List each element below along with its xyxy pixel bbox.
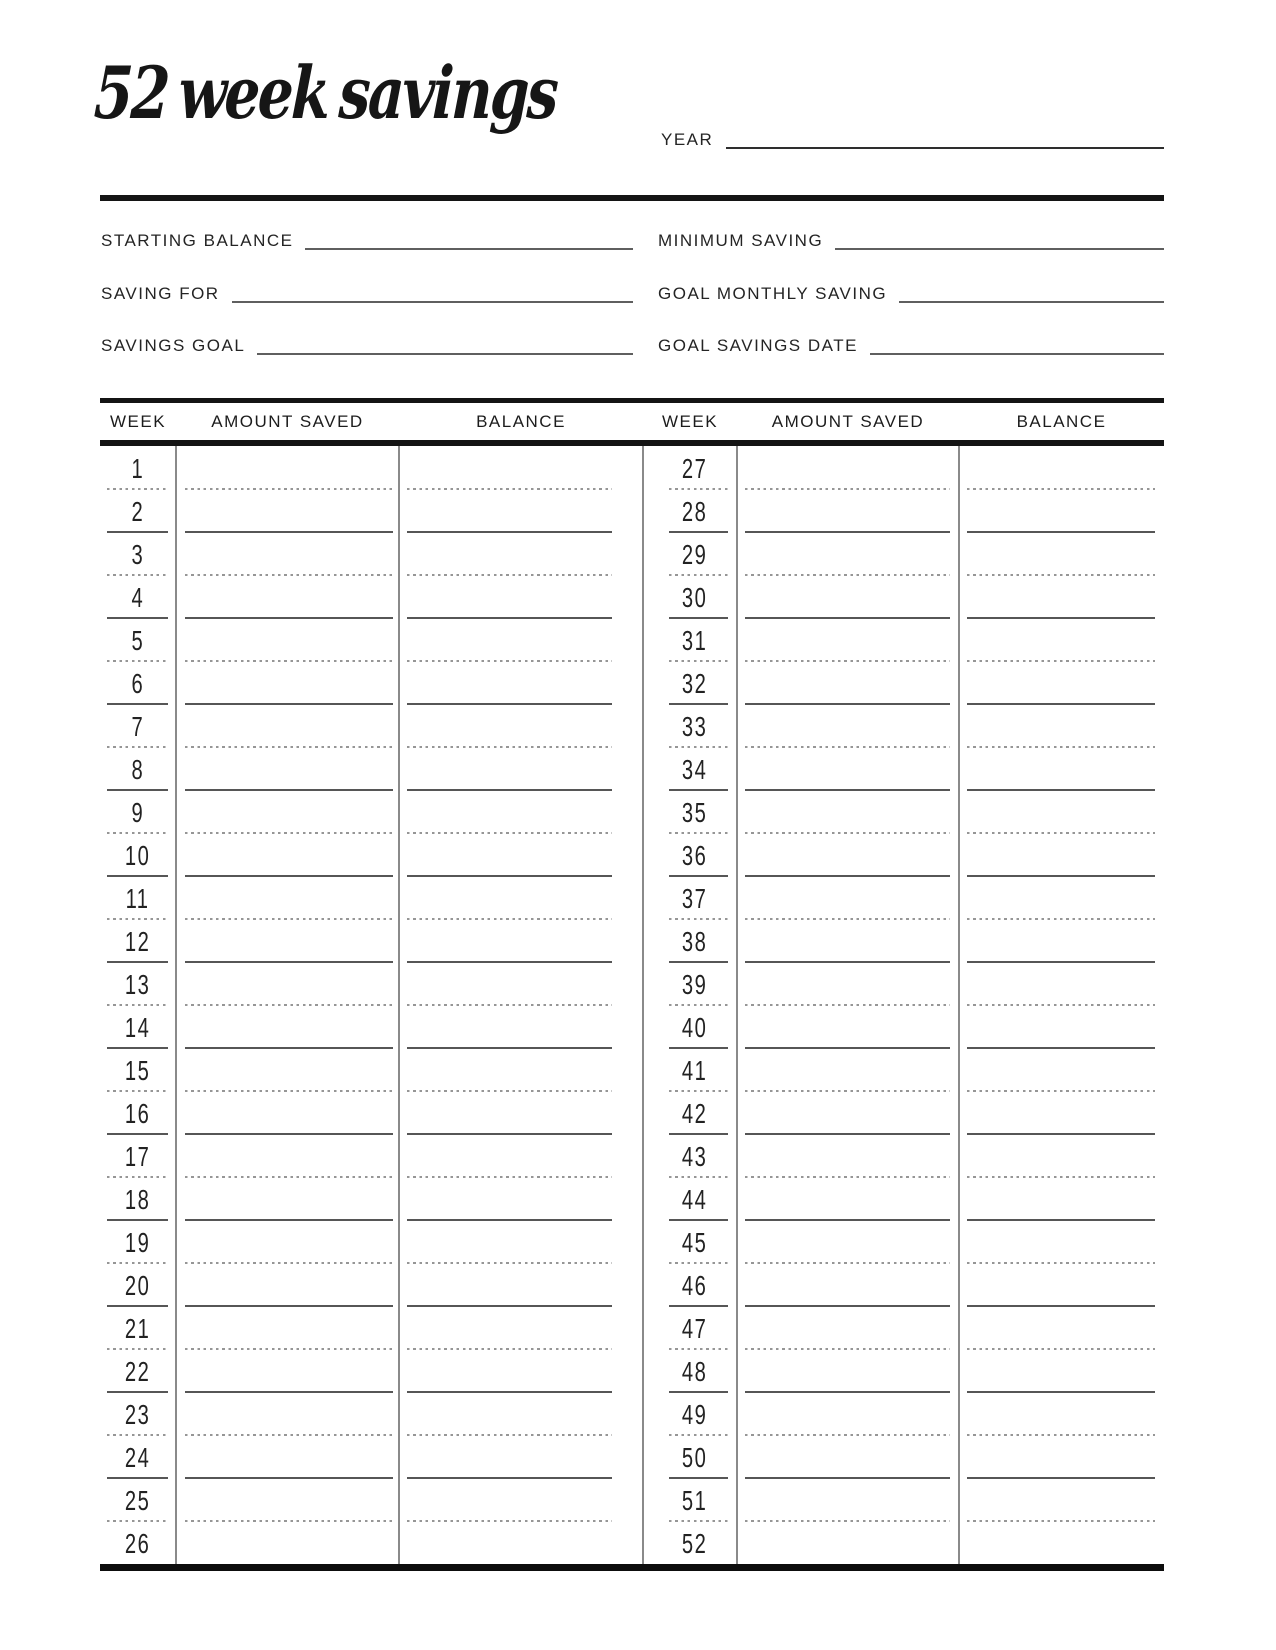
balance-cell — [959, 489, 1164, 532]
field-write-line — [232, 301, 633, 303]
balance-cell — [959, 1177, 1164, 1220]
amount-saved-cell — [176, 489, 399, 532]
amount-saved-cell — [176, 532, 399, 575]
table-row — [100, 1435, 1164, 1478]
week-number: 46 — [682, 1270, 708, 1301]
amount-saved-cell — [176, 1392, 399, 1435]
week-number-cell — [100, 1521, 176, 1564]
week-number: 4 — [131, 582, 145, 613]
table-row — [100, 919, 1164, 962]
week-number-cell — [643, 1091, 737, 1134]
week-number-cell — [643, 1005, 737, 1048]
week-number: 42 — [682, 1098, 708, 1129]
balance-cell — [399, 1220, 643, 1263]
week-number: 43 — [682, 1141, 708, 1172]
week-number-cell — [643, 1478, 737, 1521]
week-number: 30 — [682, 582, 708, 613]
amount-saved-cell — [737, 1263, 959, 1306]
amount-saved-cell — [737, 833, 959, 876]
table-row — [100, 833, 1164, 876]
week-number-cell — [100, 575, 176, 618]
week-number: 26 — [125, 1528, 151, 1559]
amount-saved-cell — [737, 1005, 959, 1048]
amount-saved-cell — [737, 1306, 959, 1349]
balance-cell — [959, 618, 1164, 661]
week-number-cell — [100, 1478, 176, 1521]
balance-cell — [399, 1048, 643, 1091]
week-number: 16 — [125, 1098, 151, 1129]
amount-saved-cell — [737, 1478, 959, 1521]
week-number-cell — [100, 1392, 176, 1435]
balance-cell — [399, 1091, 643, 1134]
table-row — [100, 575, 1164, 618]
week-number-cell — [643, 575, 737, 618]
year-field — [661, 128, 1164, 150]
balance-cell — [959, 704, 1164, 747]
amount-saved-cell — [737, 790, 959, 833]
week-number-cell — [100, 1220, 176, 1263]
balance-cell — [399, 704, 643, 747]
vertical-divider — [736, 446, 738, 1564]
field-label: GOAL SAVINGS DATE — [658, 336, 858, 355]
balance-cell — [399, 833, 643, 876]
week-number-cell — [100, 618, 176, 661]
field-label: GOAL MONTHLY SAVING — [658, 284, 888, 303]
amount-saved-cell — [737, 1220, 959, 1263]
amount-saved-cell — [737, 446, 959, 489]
week-number-cell — [100, 747, 176, 790]
amount-saved-cell — [176, 1091, 399, 1134]
week-number-cell — [100, 919, 176, 962]
week-number-cell — [643, 747, 737, 790]
week-number-cell — [643, 1263, 737, 1306]
balance-cell — [399, 575, 643, 618]
table-row — [100, 1521, 1164, 1564]
field-write-line — [257, 353, 633, 355]
amount-saved-cell — [176, 1521, 399, 1564]
week-number: 21 — [125, 1313, 151, 1344]
column-header-week: WEEK — [661, 411, 719, 431]
week-number: 13 — [125, 969, 151, 1000]
balance-cell — [399, 1263, 643, 1306]
table-row — [100, 1220, 1164, 1263]
amount-saved-cell — [176, 1435, 399, 1478]
amount-saved-cell — [176, 1478, 399, 1521]
balance-cell — [959, 919, 1164, 962]
week-number: 11 — [126, 883, 150, 914]
field-saving-for — [101, 280, 633, 304]
week-number-cell — [643, 532, 737, 575]
balance-cell — [959, 962, 1164, 1005]
amount-saved-cell — [737, 661, 959, 704]
field-label: SAVINGS GOAL — [101, 336, 246, 355]
week-number-cell — [100, 876, 176, 919]
amount-saved-cell — [737, 532, 959, 575]
amount-saved-cell — [737, 1435, 959, 1478]
week-number: 41 — [682, 1055, 708, 1086]
table-row — [100, 532, 1164, 575]
vertical-divider — [642, 446, 644, 1564]
amount-saved-cell — [737, 1392, 959, 1435]
week-number-cell — [100, 532, 176, 575]
table-bottom-border — [100, 1564, 1164, 1571]
week-number: 12 — [125, 926, 151, 957]
week-number: 6 — [131, 668, 145, 699]
amount-saved-cell — [176, 962, 399, 1005]
week-number: 35 — [682, 797, 708, 828]
balance-cell — [399, 919, 643, 962]
balance-cell — [959, 747, 1164, 790]
table-header-row — [100, 403, 1164, 440]
table-row — [100, 446, 1164, 489]
table-row — [100, 1048, 1164, 1091]
amount-saved-cell — [176, 747, 399, 790]
week-number: 8 — [131, 754, 145, 785]
week-number-cell — [643, 661, 737, 704]
balance-cell — [959, 575, 1164, 618]
amount-saved-cell — [176, 446, 399, 489]
table-row — [100, 747, 1164, 790]
week-number-cell — [100, 446, 176, 489]
week-number-cell — [100, 962, 176, 1005]
table-row — [100, 1478, 1164, 1521]
amount-saved-cell — [737, 1134, 959, 1177]
balance-cell — [959, 790, 1164, 833]
week-number: 17 — [125, 1141, 151, 1172]
amount-saved-cell — [737, 1091, 959, 1134]
amount-saved-cell — [737, 489, 959, 532]
week-number: 50 — [682, 1442, 708, 1473]
balance-cell — [959, 876, 1164, 919]
week-number: 28 — [682, 496, 708, 527]
week-number: 44 — [682, 1184, 708, 1215]
balance-cell — [959, 532, 1164, 575]
balance-cell — [959, 446, 1164, 489]
field-goal-monthly-saving — [658, 280, 1164, 304]
field-label: MINIMUM SAVING — [658, 231, 824, 250]
week-number-cell — [100, 1306, 176, 1349]
balance-cell — [959, 1435, 1164, 1478]
week-number-cell — [643, 446, 737, 489]
week-number-cell — [100, 1349, 176, 1392]
balance-cell — [959, 1091, 1164, 1134]
field-write-line — [835, 248, 1164, 250]
column-header-balance: BALANCE — [1016, 411, 1107, 431]
balance-cell — [959, 1263, 1164, 1306]
week-number-cell — [643, 1177, 737, 1220]
week-number-cell — [100, 704, 176, 747]
week-number: 47 — [682, 1313, 708, 1344]
balance-cell — [959, 1392, 1164, 1435]
amount-saved-cell — [176, 1134, 399, 1177]
week-number: 48 — [682, 1356, 708, 1387]
amount-saved-cell — [176, 1220, 399, 1263]
balance-cell — [399, 1134, 643, 1177]
table-row — [100, 790, 1164, 833]
week-number-cell — [100, 489, 176, 532]
field-label: SAVING FOR — [101, 284, 220, 303]
week-number: 1 — [131, 453, 145, 484]
field-minimum-saving — [658, 227, 1164, 251]
balance-cell — [399, 1521, 643, 1564]
amount-saved-cell — [176, 876, 399, 919]
amount-saved-cell — [176, 661, 399, 704]
week-number-cell — [643, 704, 737, 747]
week-number-cell — [100, 1435, 176, 1478]
vertical-divider — [398, 446, 400, 1564]
amount-saved-cell — [176, 1263, 399, 1306]
amount-saved-cell — [176, 833, 399, 876]
week-number: 15 — [125, 1055, 151, 1086]
week-number: 22 — [125, 1356, 151, 1387]
week-number-cell — [643, 962, 737, 1005]
amount-saved-cell — [737, 1521, 959, 1564]
week-number-cell — [643, 1392, 737, 1435]
balance-cell — [959, 1048, 1164, 1091]
balance-cell — [399, 962, 643, 1005]
table-row — [100, 1349, 1164, 1392]
week-number-cell — [100, 1091, 176, 1134]
balance-cell — [399, 1478, 643, 1521]
week-number-cell — [643, 919, 737, 962]
table-row — [100, 1392, 1164, 1435]
week-number-cell — [643, 489, 737, 532]
table-row — [100, 1091, 1164, 1134]
amount-saved-cell — [737, 618, 959, 661]
balance-cell — [959, 1349, 1164, 1392]
balance-cell — [399, 747, 643, 790]
week-number: 20 — [125, 1270, 151, 1301]
balance-cell — [399, 489, 643, 532]
week-number-cell — [643, 1306, 737, 1349]
week-number-cell — [643, 1349, 737, 1392]
field-write-line — [870, 353, 1164, 355]
column-header-week: WEEK — [109, 411, 167, 431]
amount-saved-cell — [737, 704, 959, 747]
column-header-balance: BALANCE — [476, 411, 566, 431]
week-number-cell — [643, 1521, 737, 1564]
content-area — [92, 0, 1164, 1650]
balance-cell — [399, 790, 643, 833]
week-number: 36 — [682, 840, 708, 871]
amount-saved-cell — [176, 575, 399, 618]
table-row — [100, 1005, 1164, 1048]
week-number-cell — [100, 1263, 176, 1306]
amount-saved-cell — [737, 919, 959, 962]
table-row — [100, 661, 1164, 704]
week-number: 34 — [682, 754, 708, 785]
balance-cell — [399, 661, 643, 704]
week-number-cell — [100, 1177, 176, 1220]
table-row — [100, 1177, 1164, 1220]
amount-saved-cell — [737, 1177, 959, 1220]
balance-cell — [959, 1220, 1164, 1263]
table-row — [100, 618, 1164, 661]
week-number-cell — [100, 833, 176, 876]
table-row — [100, 489, 1164, 532]
year-label: YEAR — [661, 130, 714, 149]
week-number: 45 — [682, 1227, 708, 1258]
amount-saved-cell — [737, 962, 959, 1005]
field-goal-savings-date — [658, 332, 1164, 356]
amount-saved-cell — [176, 1306, 399, 1349]
week-number-cell — [643, 1435, 737, 1478]
balance-cell — [959, 1521, 1164, 1564]
balance-cell — [959, 1005, 1164, 1048]
balance-cell — [959, 1478, 1164, 1521]
amount-saved-cell — [176, 1349, 399, 1392]
balance-cell — [399, 1177, 643, 1220]
balance-cell — [399, 1349, 643, 1392]
amount-saved-cell — [176, 1177, 399, 1220]
week-number: 31 — [682, 625, 708, 656]
week-number: 37 — [682, 883, 708, 914]
balance-cell — [399, 1005, 643, 1048]
table-row — [100, 1306, 1164, 1349]
amount-saved-cell — [176, 1048, 399, 1091]
balance-cell — [399, 446, 643, 489]
amount-saved-cell — [737, 1349, 959, 1392]
week-number: 23 — [125, 1399, 151, 1430]
year-write-line — [726, 147, 1164, 149]
table-row — [100, 704, 1164, 747]
week-number-cell — [643, 1048, 737, 1091]
week-number: 49 — [682, 1399, 708, 1430]
week-number-cell — [100, 790, 176, 833]
week-number-cell — [100, 1134, 176, 1177]
amount-saved-cell — [176, 919, 399, 962]
week-number-cell — [100, 1005, 176, 1048]
column-header-amount-saved: AMOUNT SAVED — [211, 411, 364, 431]
vertical-divider — [175, 446, 177, 1564]
week-number: 29 — [682, 539, 708, 570]
table-row — [100, 962, 1164, 1005]
week-number: 5 — [131, 625, 145, 656]
amount-saved-cell — [176, 704, 399, 747]
field-savings-goal — [101, 332, 633, 356]
table-row — [100, 1263, 1164, 1306]
week-number: 18 — [125, 1184, 151, 1215]
week-number: 39 — [682, 969, 708, 1000]
field-write-line — [305, 248, 633, 250]
balance-cell — [959, 833, 1164, 876]
week-number: 7 — [131, 711, 145, 742]
week-number-cell — [643, 833, 737, 876]
week-number-cell — [643, 1134, 737, 1177]
week-number-cell — [643, 618, 737, 661]
balance-cell — [399, 1306, 643, 1349]
amount-saved-cell — [176, 1005, 399, 1048]
week-number-cell — [100, 661, 176, 704]
week-number: 14 — [125, 1012, 151, 1043]
page-title: 52 week savings — [92, 50, 559, 135]
field-label: STARTING BALANCE — [101, 231, 294, 250]
week-number-cell — [643, 1220, 737, 1263]
savings-table-body — [100, 446, 1164, 1564]
vertical-divider — [958, 446, 960, 1564]
field-write-line — [899, 301, 1164, 303]
week-number: 10 — [125, 840, 151, 871]
balance-cell — [399, 876, 643, 919]
table-row — [100, 1134, 1164, 1177]
week-number: 38 — [682, 926, 708, 957]
week-number: 24 — [125, 1442, 151, 1473]
amount-saved-cell — [737, 747, 959, 790]
amount-saved-cell — [737, 1048, 959, 1091]
balance-cell — [959, 1134, 1164, 1177]
amount-saved-cell — [737, 575, 959, 618]
header-divider-rule — [100, 195, 1164, 201]
week-number: 40 — [682, 1012, 708, 1043]
balance-cell — [399, 1392, 643, 1435]
week-number: 9 — [131, 797, 145, 828]
balance-cell — [959, 1306, 1164, 1349]
week-number: 19 — [125, 1227, 151, 1258]
week-number: 3 — [131, 539, 145, 570]
week-number: 2 — [131, 496, 145, 527]
field-starting-balance — [101, 227, 633, 251]
balance-cell — [399, 1435, 643, 1478]
week-number-cell — [643, 876, 737, 919]
week-number: 52 — [682, 1528, 708, 1559]
week-number: 33 — [682, 711, 708, 742]
balance-cell — [399, 532, 643, 575]
amount-saved-cell — [737, 876, 959, 919]
week-number-cell — [643, 790, 737, 833]
week-number: 32 — [682, 668, 708, 699]
table-row — [100, 876, 1164, 919]
week-number: 51 — [682, 1485, 708, 1516]
balance-cell — [959, 661, 1164, 704]
week-number-cell — [100, 1048, 176, 1091]
balance-cell — [399, 618, 643, 661]
week-number: 25 — [125, 1485, 151, 1516]
amount-saved-cell — [176, 790, 399, 833]
amount-saved-cell — [176, 618, 399, 661]
column-header-amount-saved: AMOUNT SAVED — [771, 411, 925, 431]
week-number: 27 — [682, 453, 708, 484]
